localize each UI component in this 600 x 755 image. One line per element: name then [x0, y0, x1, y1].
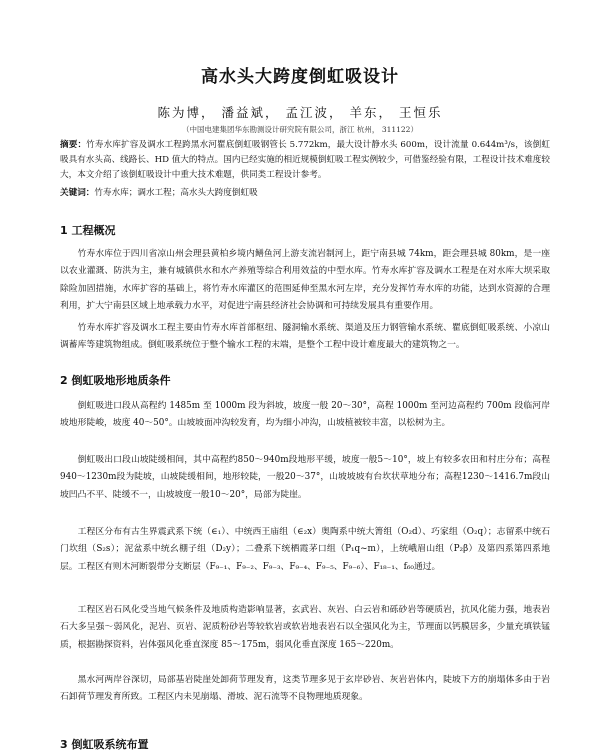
abstract [60, 138, 550, 183]
section-heading: 3 倒虹吸系统布置 [60, 738, 149, 751]
paragraph: 竹寿水库扩容及调水工程主要由竹寿水库首部枢纽、隧洞输水系统、渠道及压力钢管输水系统、瞿底倒虹吸系统、小凉山调蓄库等建筑物组成。倒虹吸系统位于整个输水工程的末端，是整个工程中设计难度最大的建筑物之一。 [60, 323, 550, 351]
keywords [60, 186, 550, 200]
paragraph: 倒虹吸出口段山坡陡缓相间，其中高程约850～940m段地形平缓，坡度一般5～10°，坡上有较多农田和村庄分布；高程940～1230m段为陡坡，山坡陡缓相间，地形较陡，一般20～37°，山坡坡坡有台坎状草地分布；高程1230～1416.7m段山坡凹凸不平、陡缓不一，山坡坡度一般10～20°，局部为陡崖。 [60, 455, 550, 500]
section-heading: 1 工程概况 [60, 224, 116, 237]
paragraph: 黑水河两岸谷深切，局部基岩陡崖处卸荷节理发育，这类节理多见于玄岸砂岩、灰岩岩体内，陡坡下方的崩塌体多由于岩石卸荷节理发育所致。工程区内未见崩塌、滑坡、泥石流等不良物理地质现象。 [60, 675, 550, 703]
abstract-text: 竹寿水库扩容及调水工程跨黑水河瞿底倒虹吸钢管长 5.772km，最大设计静水头 600m，设计流量 0.644m³/s，该倒虹吸具有水头高、线路长、HD 值大的特点。国内已经实施的相近规模倒虹吸工程实例较少，可借鉴经验有限，工程设计技术难度较大，本文介绍了该倒虹吸设计中重大技术难题，供同类工程设计参考。 [60, 140, 550, 180]
keywords-label: 关键词： [60, 188, 95, 198]
keywords-text: 竹寿水库；调水工程；高水头大跨度倒虹吸 [94, 188, 258, 198]
paragraph: 倒虹吸进口段从高程约 1485m 至 1000m 段为斜坡，坡度一般 20～30°，高程 1000m 至河边高程约 700m 段临河岸坡地形陡峻，坡度 40～50°。山坡坡面冲沟较发育，均为细小冲沟，山坡植被较丰富，以松树为主。 [60, 401, 550, 429]
author-list: 陈为博， 潘益斌， 孟江波， 羊东， 王恒乐 [157, 105, 443, 120]
paper-title: 高水头大跨度倒虹吸设计 [201, 67, 399, 87]
author-affiliation: （中国电建集团华东勘测设计研究院有限公司，浙江 杭州， 311122） [182, 125, 418, 134]
section-heading: 2 倒虹吸地形地质条件 [60, 374, 171, 387]
paragraph: 竹寿水库位于四川省凉山州会理县黄柏乡境内鳝鱼河上游支流岩制河上，距宁南县城 74km，距会理县城 80km，是一座以农业灌溉、防洪为主，兼有城镇供水和水产养殖等综合利用效益的中型水库。竹寿水库扩容及调水工程是在对水库大坝采取除险加固措施，水库扩容的基础上，将竹寿水库灌区的范围延伸至黑水河左岸，充分发挥竹寿水库的功能，达到水资源的合理利用，扩大宁南县区域上地承载力水平，对促进宁南县经济社会协调和可持续发展具有重要作用。 [60, 249, 550, 312]
abstract-label: 摘要： [60, 140, 87, 150]
paragraph: 工程区分布有古生界震武系下统（∈₁）、中统西王庙组（∈₂x）奥陶系中统大箐组（O₂d）、巧家组（O₂q）；志留系中统石门坎组（S₂s）；泥盆系中统幺棚子组（D₂y）；二叠系下统栖霞茅口组（P₁q~m），上统峨眉山组（P₂β）及第四系第四系地层。工程区有则木河断裂带分支断层（F₉₋₁、F₉₋₂、F₉₋₃、F₉₋₄、F₉₋₅、F₉₋₆）、F₁₈₋₁、f₆₀通过。 [60, 527, 550, 572]
paragraph: 工程区岩石风化受当地气候条件及地质构造影响显著，玄武岩、灰岩、白云岩和砾砂岩等硬质岩，抗风化能力强，地表岩石大多呈强～弱风化，泥岩、页岩、泥质粉砂岩等较软岩或软岩地表岩石以全强风化为主，节理面以钙膜居多，少量充填铁锰质，根据勘探资料，岩体强风化垂直深度 85～175m，弱风化垂直深度 165～220m。 [60, 605, 550, 650]
